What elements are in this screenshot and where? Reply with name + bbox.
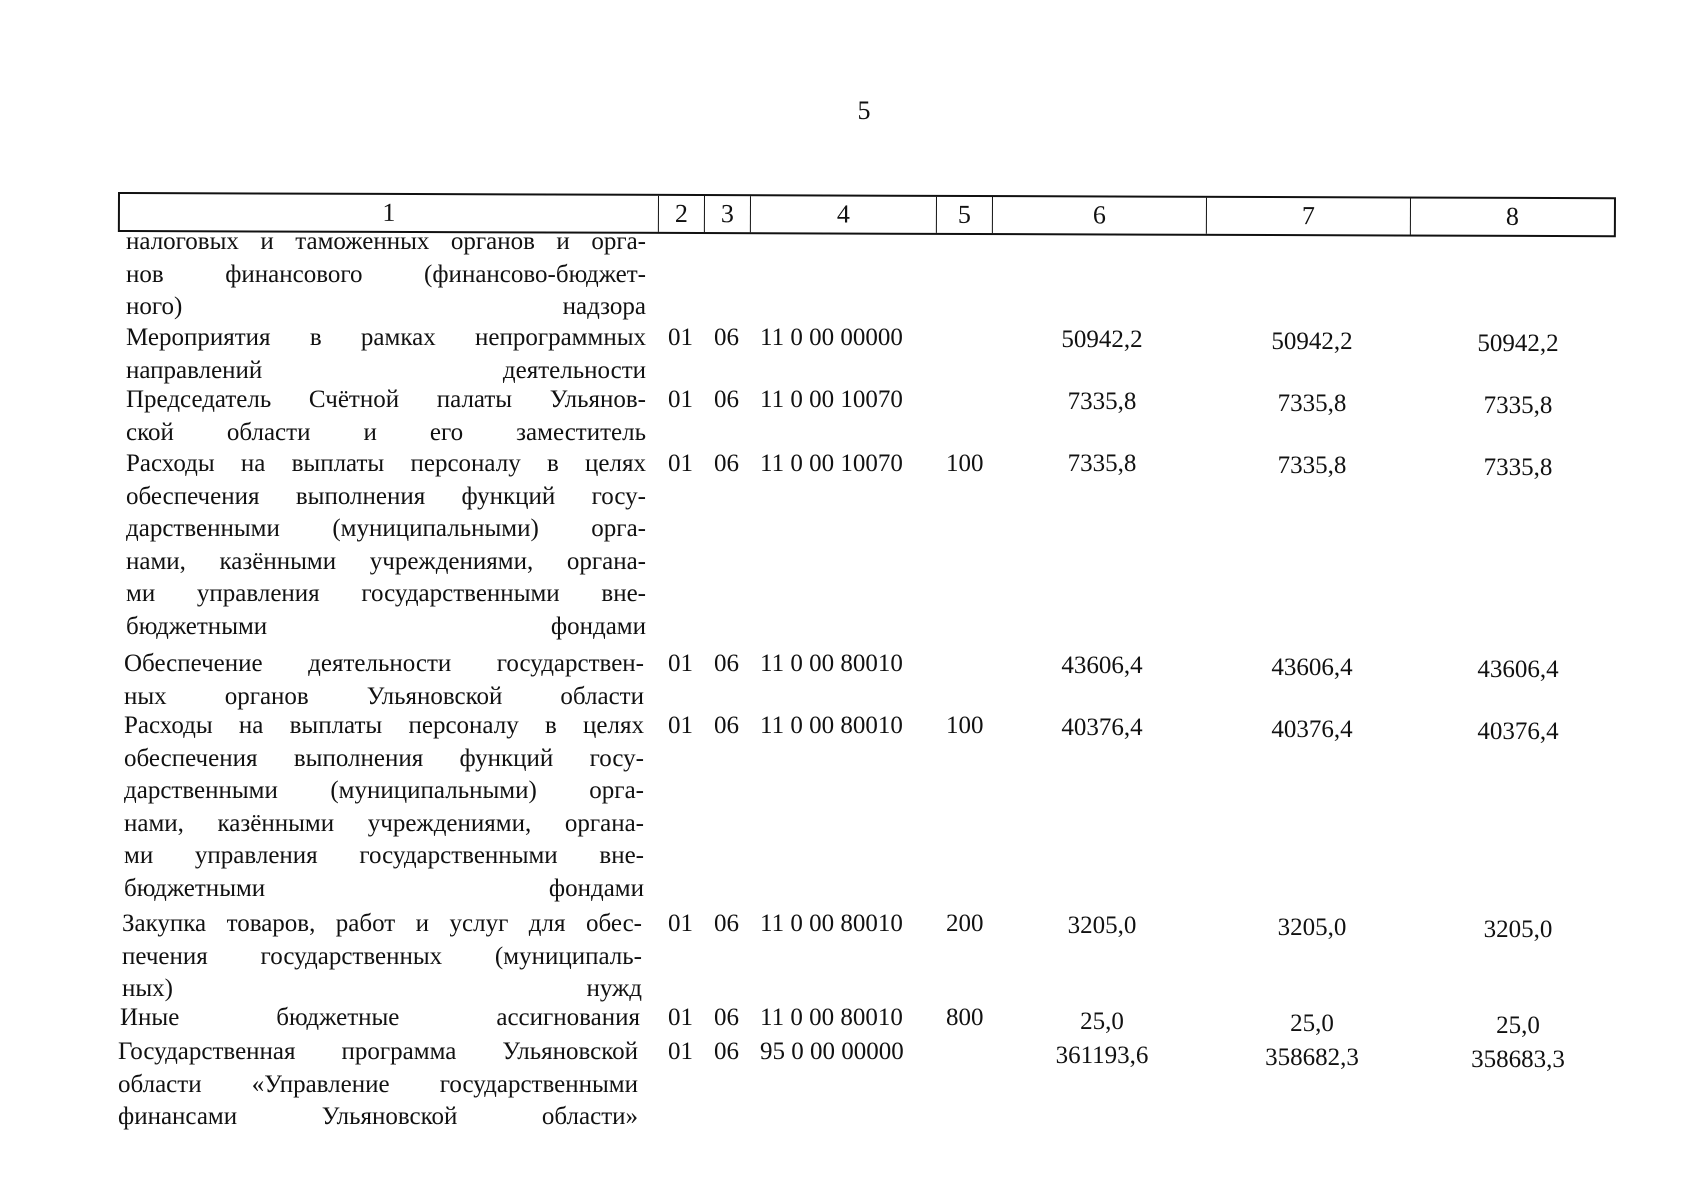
description-line: Мероприятия в рамках непрограммных bbox=[126, 324, 646, 351]
header-col-2: 2 bbox=[658, 196, 704, 232]
amount-col-7: 25,0 bbox=[1290, 1010, 1334, 1037]
amount-col-8: 7335,8 bbox=[1483, 392, 1553, 419]
row-description bbox=[122, 908, 642, 1006]
description-line: ми управления государственными вне- bbox=[124, 842, 644, 870]
amount-col-7: 40376,4 bbox=[1271, 716, 1353, 743]
row-description bbox=[124, 710, 644, 906]
target-article-code: 11 0 00 80010 bbox=[760, 1004, 903, 1031]
header-col-8: 8 bbox=[1410, 199, 1614, 236]
description-line: обеспечения выполнения функций госу- bbox=[126, 482, 646, 510]
description-line: Расходы на выплаты персоналу в целях bbox=[126, 450, 646, 477]
description-line: Председатель Счётной палаты Ульянов- bbox=[126, 386, 646, 413]
subsection-code: 06 bbox=[714, 1038, 739, 1065]
target-article-code: 11 0 00 10070 bbox=[760, 386, 903, 413]
header-col-5: 5 bbox=[936, 197, 992, 233]
amount-col-6: 50942,2 bbox=[1061, 326, 1143, 353]
amount-col-7: 3205,0 bbox=[1277, 914, 1347, 941]
description-line: ных) нужд bbox=[122, 975, 642, 1003]
expense-type-code: 100 bbox=[946, 712, 984, 739]
target-article-code: 11 0 00 00000 bbox=[760, 324, 903, 351]
row-description bbox=[126, 226, 646, 324]
description-line: дарственными (муниципальными) орга- bbox=[124, 777, 644, 805]
description-line: налоговых и таможенных органов и орга- bbox=[126, 228, 646, 255]
amount-col-6: 25,0 bbox=[1080, 1008, 1124, 1035]
amount-col-6: 361193,6 bbox=[1055, 1042, 1149, 1069]
target-article-code: 11 0 00 10070 bbox=[760, 450, 903, 477]
amount-col-6: 3205,0 bbox=[1067, 912, 1137, 939]
amount-col-7: 7335,8 bbox=[1277, 452, 1347, 479]
amount-col-6: 7335,8 bbox=[1067, 388, 1137, 415]
subsection-code: 06 bbox=[714, 910, 739, 937]
subsection-code: 06 bbox=[714, 386, 739, 413]
row-description bbox=[126, 448, 646, 644]
expense-type-code: 800 bbox=[946, 1004, 984, 1031]
amount-col-8: 358683,3 bbox=[1471, 1046, 1565, 1073]
description-line: бюджетными фондами bbox=[124, 874, 644, 902]
description-line: финансами Ульяновской области» bbox=[118, 1103, 638, 1131]
header-col-4: 4 bbox=[750, 196, 936, 233]
expense-type-code: 100 bbox=[946, 450, 984, 477]
section-code: 01 bbox=[668, 712, 693, 739]
section-code: 01 bbox=[668, 1004, 693, 1031]
description-line: бюджетными фондами bbox=[126, 612, 646, 640]
row-description bbox=[126, 322, 646, 387]
header-col-7: 7 bbox=[1206, 198, 1410, 235]
amount-col-7: 50942,2 bbox=[1271, 328, 1353, 355]
description-line: дарственными (муниципальными) орга- bbox=[126, 515, 646, 543]
description-line: обеспечения выполнения функций госу- bbox=[124, 744, 644, 772]
section-code: 01 bbox=[668, 450, 693, 477]
row-description bbox=[118, 1036, 638, 1134]
header-col-6: 6 bbox=[992, 197, 1206, 234]
amount-col-7: 43606,4 bbox=[1271, 654, 1353, 681]
header-col-3: 3 bbox=[704, 196, 750, 232]
target-article-code: 11 0 00 80010 bbox=[760, 650, 903, 677]
section-code: 01 bbox=[668, 324, 693, 351]
subsection-code: 06 bbox=[714, 650, 739, 677]
amount-col-8: 40376,4 bbox=[1477, 718, 1559, 745]
description-line: нами, казёнными учреждениями, органа- bbox=[124, 809, 644, 837]
description-line: Государственная программа Ульяновской bbox=[118, 1038, 638, 1065]
subsection-code: 06 bbox=[714, 1004, 739, 1031]
amount-col-8: 3205,0 bbox=[1483, 916, 1553, 943]
header-col-1: 1 bbox=[382, 197, 396, 227]
amount-col-7: 7335,8 bbox=[1277, 390, 1347, 417]
amount-col-8: 43606,4 bbox=[1477, 656, 1559, 683]
description-line: нами, казёнными учреждениями, органа- bbox=[126, 547, 646, 575]
amount-col-8: 25,0 bbox=[1496, 1012, 1540, 1039]
amount-col-7: 358682,3 bbox=[1265, 1044, 1359, 1071]
page-number: 5 bbox=[857, 96, 871, 125]
description-line: ных органов Ульяновской области bbox=[124, 682, 644, 710]
amount-col-6: 43606,4 bbox=[1061, 652, 1143, 679]
row-description bbox=[124, 648, 644, 713]
section-code: 01 bbox=[668, 386, 693, 413]
description-line: ской области и его заместитель bbox=[126, 418, 646, 446]
subsection-code: 06 bbox=[714, 450, 739, 477]
row-description bbox=[120, 1002, 640, 1035]
description-line: ного) надзора bbox=[126, 293, 646, 321]
description-line: направлений деятельности bbox=[126, 356, 646, 384]
subsection-code: 06 bbox=[714, 324, 739, 351]
target-article-code: 95 0 00 00000 bbox=[760, 1038, 904, 1065]
description-line: нов финансового (финансово-бюджет- bbox=[126, 260, 646, 288]
row-description bbox=[126, 384, 646, 449]
description-line: Иные бюджетные ассигнования bbox=[120, 1004, 640, 1031]
target-article-code: 11 0 00 80010 bbox=[760, 910, 903, 937]
target-article-code: 11 0 00 80010 bbox=[760, 712, 903, 739]
expense-type-code: 200 bbox=[946, 910, 984, 937]
description-line: Закупка товаров, работ и услуг для обес- bbox=[122, 910, 642, 937]
description-line: области «Управление государственными bbox=[118, 1070, 638, 1098]
description-line: Обеспечение деятельности государствен- bbox=[124, 650, 644, 677]
description-line: Расходы на выплаты персоналу в целях bbox=[124, 712, 644, 739]
section-code: 01 bbox=[668, 650, 693, 677]
amount-col-8: 50942,2 bbox=[1477, 330, 1559, 357]
section-code: 01 bbox=[668, 910, 693, 937]
amount-col-6: 7335,8 bbox=[1067, 450, 1137, 477]
description-line: ми управления государственными вне- bbox=[126, 580, 646, 608]
section-code: 01 bbox=[668, 1038, 693, 1065]
amount-col-8: 7335,8 bbox=[1483, 454, 1553, 481]
amount-col-6: 40376,4 bbox=[1061, 714, 1143, 741]
description-line: печения государственных (муниципаль- bbox=[122, 942, 642, 970]
subsection-code: 06 bbox=[714, 712, 739, 739]
